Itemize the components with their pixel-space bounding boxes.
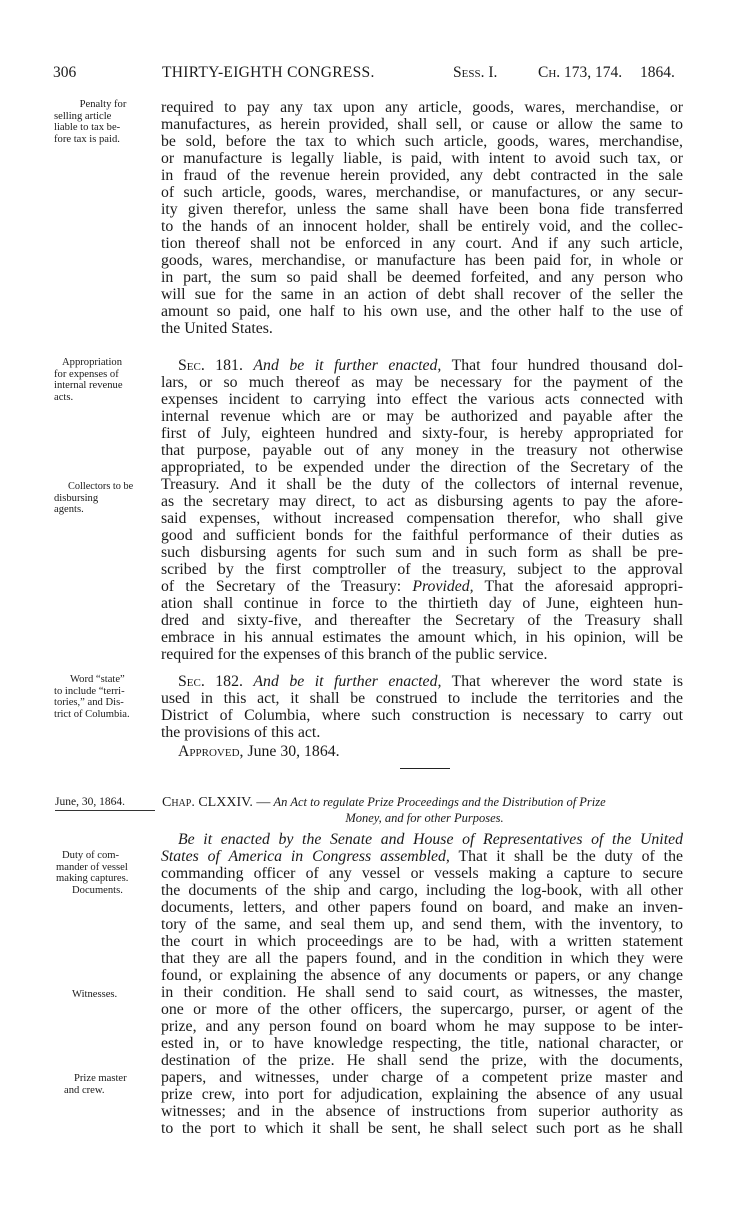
margin-note-line: tories,” and Dis- [54,697,124,708]
text-line: that they are all the papers found, and in the condition in which they were [161,950,683,967]
margin-note-line: and crew. [64,1084,105,1096]
margin-note-line: Duty of com- [62,850,120,861]
text-line: will sue for the same in an action of debt shall recover of the seller the [161,286,683,303]
text-line: lars, or so much thereof as may be necessary for the payment of the [161,374,683,391]
margin-note-duty [50,850,156,896]
enacting-phrase: And be it further enacted, [253,673,442,690]
margin-note-line: liable to tax be- [54,122,121,133]
section-181-first-line [178,357,683,374]
text-line: commanding officer of any vessel or vessels making a capture to secure [161,865,683,882]
header-title: THIRTY-EIGHTH CONGRESS. [162,64,375,81]
margin-note-line: Penalty for [79,99,127,110]
section-label: Sec. 181. [178,357,243,374]
text-line: first of July, eighteen hundred and sixty-four, is hereby appropriated for [161,425,683,442]
text-line: as the secretary may direct, to act as disbursing agents to pay the afore- [161,493,683,510]
text-line: dred and sixty-five, and thereafter the Secretary of the Treasury shall [161,612,683,629]
margin-note-line: Appropriation [62,357,123,368]
margin-note-penalty [50,99,156,145]
chapter-label: Chap. CLXXIV. — [162,795,271,810]
running-header [0,64,750,84]
margin-note-line: fore tax is paid. [54,133,120,145]
text-line: prize, and any person found on board whom he may suppose to be inter- [161,1018,683,1035]
text-line: Treasury. And it shall be the duty of the collectors of internal revenue, [161,476,683,493]
header-chapters: Ch. 173, 174. [538,64,623,81]
text-line: in fraud of the revenue herein provided, any debt contracted in the sale [161,167,683,184]
margin-note-line: internal revenue [54,380,123,391]
text-line: such disbursing agents for such sum and in such form as shall be pre- [161,544,683,561]
text-line: or manufacture is legally liable, is paid, with intent to avoid such tax, or [161,150,683,167]
text-fragment: That four hundred thousand dol- [451,357,684,374]
margin-note-witnesses: Witnesses. [72,989,118,1000]
approved-date: June 30, 1864. [247,743,340,760]
text-line: documents, letters, and other papers found on board, and make an inven- [161,899,683,916]
text-line: one or more of the other officers, the supercargo, purser, or agent of the [161,1001,683,1018]
margin-note-documents: Documents. [72,884,123,896]
text-line: witnesses; and in the absence of instructions from superior authority as [161,1103,683,1120]
text-line: District of Columbia, where such construction is necessary to carry out [161,707,683,724]
text-fragment: That it shall be the duty of the [458,848,683,865]
margin-note-line: Word “state” [70,674,125,685]
text-line: be sold, before the tax to which such article, goods, wares, merchandise, [161,133,683,150]
text-fragment: That wherever the word state is [451,673,683,690]
margin-note-line: Collectors to be [68,481,134,492]
enacting-clause: Be it enacted by the Senate and House of Representatives of the United [178,831,683,848]
margin-note-line: selling article [54,110,112,122]
text-line: to the hands of an innocent holder, shall be entirely void, and the collec- [161,218,683,235]
text-line: in their condition. He shall send to said court, as witnesses, the master, [161,984,683,1001]
provided-line [161,578,683,595]
text-line: ested in, or to have knowledge respecting, the title, national character, or [161,1035,683,1052]
text-line: in part, the sum so paid shall be deemed forfeited, and any person who [161,269,683,286]
provided-word: Provided, [412,578,474,595]
margin-note-line: agents. [54,504,84,515]
text-line: good and sufficient bonds for the faithful performance of their duties as [161,527,683,544]
text-line: ity given therefor, unless the same shall have been bona fide transferred [161,201,683,218]
text-line: of such article, goods, wares, merchandise, or manufactures, or any secur- [161,184,683,201]
text-line: the provisions of this act. [161,724,321,741]
text-line: papers, and witnesses, under charge of a competent prize master and [161,1069,683,1086]
text-line: required for the expenses of this branch of the public service. [161,646,548,663]
margin-note-line: disbursing [54,492,99,504]
text-line: the United States. [161,320,273,337]
chapter-heading-line2: Money, and for other Purposes. [345,811,504,825]
text-line: expenses incident to carrying into effect the various acts connected with [161,391,683,408]
text-line: tion thereof shall not be enforced in any court. And if any such article, [161,235,683,252]
text-line: that purpose, payable out of any money in the treasury not otherwise [161,442,683,459]
text-line: required to pay any tax upon any article, goods, wares, merchandise, or [161,99,683,116]
margin-note-prize-master [50,1073,156,1096]
text-line: manufactures, as herein provided, shall sell, or cause or allow the same to [161,116,683,133]
section-label: Sec. 182. [178,673,243,690]
enacting-phrase: States of America in Congress assembled, [161,848,450,865]
page-number: 306 [53,64,77,81]
margin-note-word-state [50,674,156,720]
approved-label: Approved, [178,743,244,760]
margin-note-line: for expenses of [54,368,119,380]
margin-note-collectors [50,481,156,516]
section-182-first-line [178,673,683,690]
text-line: to the port to which it shall be sent, he shall select such port as he shall [161,1120,683,1137]
text-line: amount so paid, one half to his own use, and the other half to the use of [161,303,683,320]
chapter-heading-line1 [162,795,687,810]
text-line: tory of the same, and seal them up, and send them, with the inventory, to [161,916,683,933]
text-fragment: That the aforesaid appropri- [484,578,683,595]
text-line: ation shall continue in force to the thirtieth day of June, eighteen hun- [161,595,683,612]
text-line: found, or explaining the absence of any documents or papers, or any change [161,967,683,984]
enacting-phrase: And be it further enacted, [253,357,442,374]
text-line: the documents of the ship and cargo, including the log-book, with all other [161,882,683,899]
enacting-clause-line2 [161,848,683,865]
text-line: the court in which proceedings are to be had, with a written statement [161,933,683,950]
header-year: 1864. [640,64,675,81]
text-line: embrace in his annual estimates the amount which, in his opinion, will be [161,629,683,646]
margin-note-line: trict of Columbia. [54,708,130,720]
text-line: prize crew, into port for adjudication, explaining the absence of any usual [161,1086,683,1103]
margin-note-line: to include “terri- [54,685,125,697]
text-line: used in this act, it shall be construed to include the territories and the [161,690,683,707]
margin-note-line: Prize master [74,1073,127,1084]
text-line: internal revenue which are or may be authorized and payable after the [161,408,683,425]
text-line: said expenses, without increased compensation therefor, who shall give [161,510,683,527]
text-line: scribed by the first comptroller of the treasury, subject to the approval [161,561,683,578]
header-session: Sess. I. [453,64,498,81]
margin-note-line: acts. [54,391,74,403]
chapter-title: An Act to regulate Prize Proceedings and the Distribution of Prize [273,795,606,809]
margin-note-appropriation [50,357,156,403]
approved-line [178,743,683,760]
section-separator [400,768,450,769]
margin-note-date: June, 30, 1864. [55,796,155,811]
text-line: destination of the prize. He shall send the prize, with the documents, [161,1052,683,1069]
margin-note-line: making captures. [56,873,129,884]
text-line: goods, wares, merchandise, or manufacture has been paid for, in whole or [161,252,683,269]
text-fragment: of the Secretary of the Treasury: [161,578,402,595]
margin-note-line: mander of vessel [56,861,128,873]
text-line: appropriated, to be expended under the direction of the Secretary of the [161,459,683,476]
